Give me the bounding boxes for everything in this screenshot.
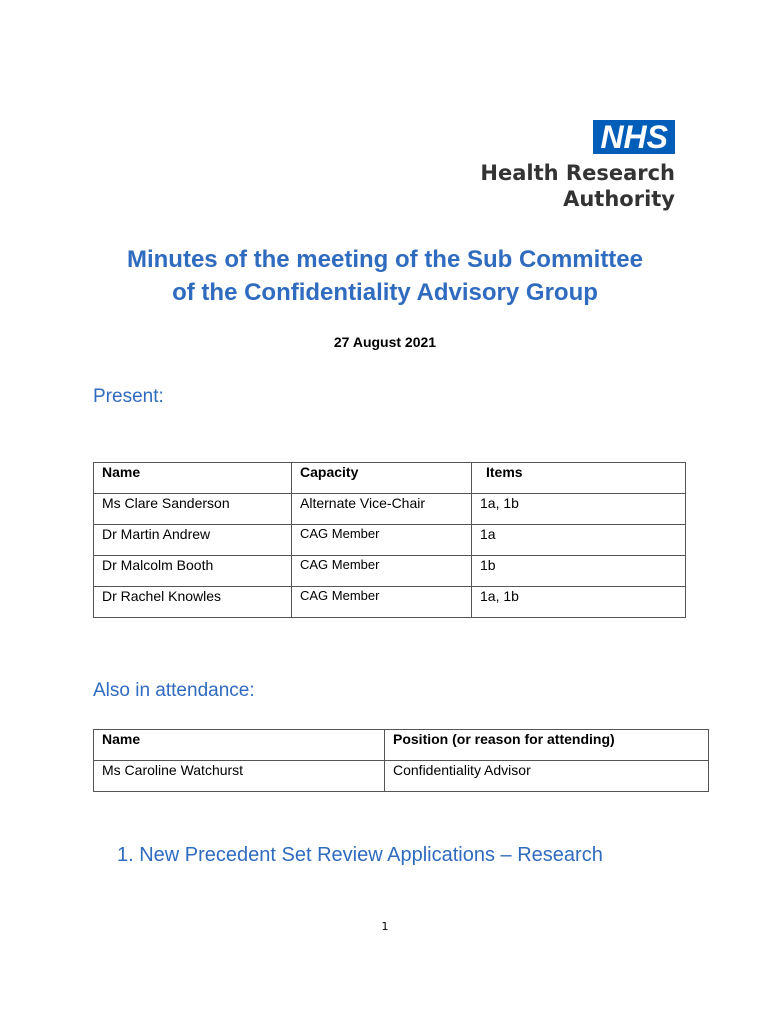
cell-items: 1a, 1b — [472, 494, 686, 525]
cell-capacity: Alternate Vice-Chair — [292, 494, 472, 525]
logo-line-2: Authority — [563, 187, 675, 211]
table-header-row — [94, 730, 709, 761]
cell-name: Ms Clare Sanderson — [94, 494, 292, 525]
present-heading: Present: — [93, 386, 164, 407]
header-name: Name — [94, 463, 292, 494]
cell-capacity: CAG Member — [292, 556, 472, 587]
attendance-table — [93, 729, 709, 792]
hra-logo — [475, 120, 675, 212]
table-row — [94, 494, 686, 525]
cell-name: Dr Martin Andrew — [94, 525, 292, 556]
cell-name: Dr Rachel Knowles — [94, 587, 292, 618]
title-line-2: of the Confidentiality Advisory Group — [172, 279, 598, 306]
header-name: Name — [94, 730, 385, 761]
logo-line-1: Health Research — [480, 161, 675, 185]
header-position: Position (or reason for attending) — [385, 730, 709, 761]
cell-items: 1a — [472, 525, 686, 556]
nhs-logo-box: NHS — [593, 120, 675, 154]
table-row — [94, 556, 686, 587]
title-line-1: Minutes of the meeting of the Sub Committee — [126, 246, 643, 273]
attendance-heading: Also in attendance: — [93, 680, 255, 701]
cell-name: Dr Malcolm Booth — [94, 556, 292, 587]
document-title — [60, 243, 710, 309]
table-row — [94, 525, 686, 556]
meeting-date: 27 August 2021 — [333, 334, 437, 350]
header-items: Items — [472, 463, 686, 494]
agenda-item-heading: 1. New Precedent Set Review Applications – Research — [117, 844, 603, 866]
table-header-row — [94, 463, 686, 494]
page-number: 1 — [381, 920, 389, 933]
header-capacity: Capacity — [292, 463, 472, 494]
cell-capacity: CAG Member — [292, 525, 472, 556]
cell-items: 1b — [472, 556, 686, 587]
present-table — [93, 462, 686, 618]
cell-capacity: CAG Member — [292, 587, 472, 618]
table-row — [94, 761, 709, 792]
cell-position: Confidentiality Advisor — [385, 761, 709, 792]
table-row — [94, 587, 686, 618]
cell-items: 1a, 1b — [472, 587, 686, 618]
cell-name: Ms Caroline Watchurst — [94, 761, 385, 792]
